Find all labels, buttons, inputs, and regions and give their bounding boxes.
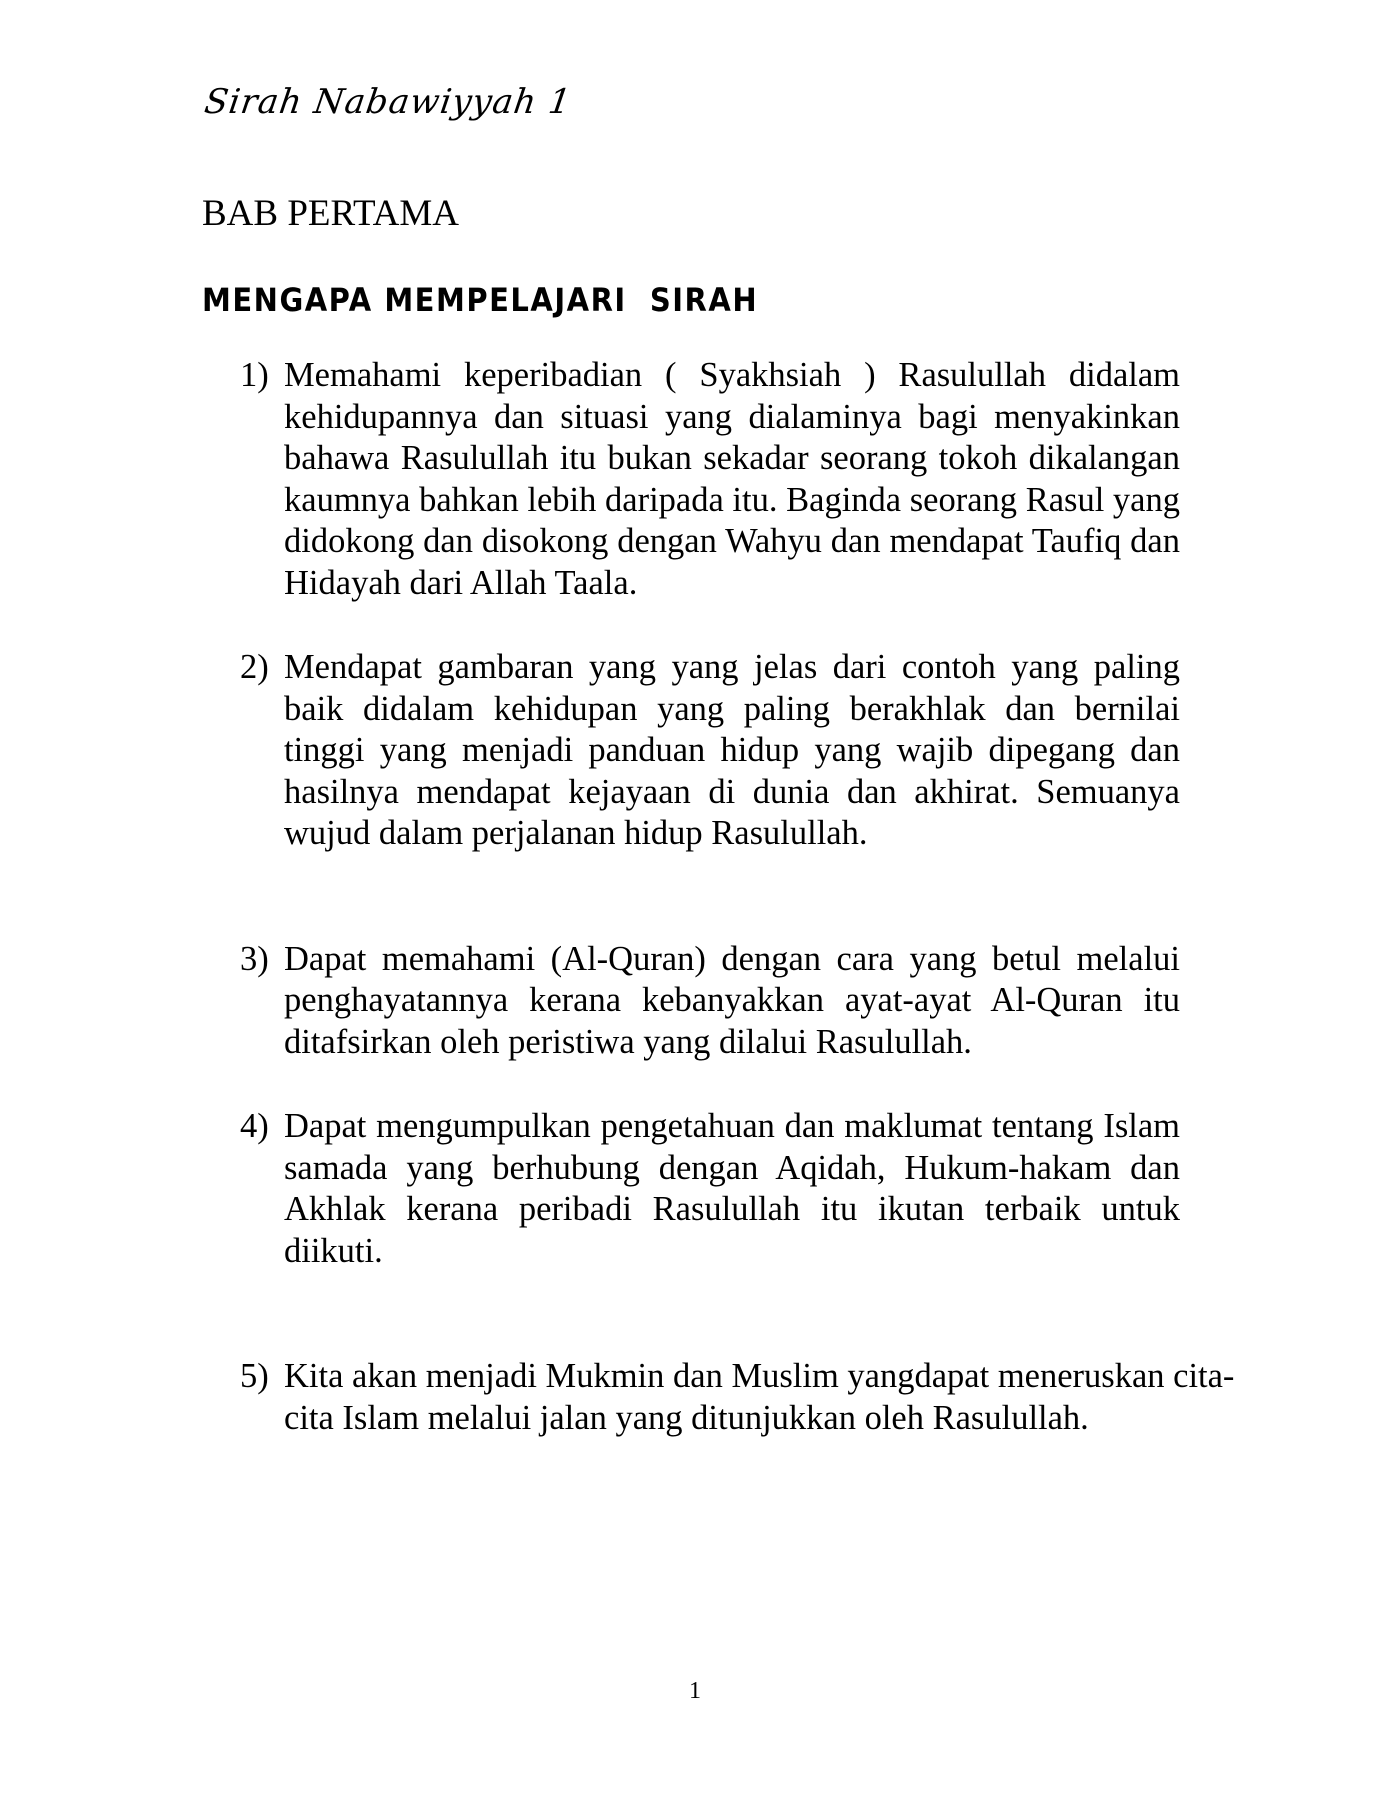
running-header: Sirah Nabawiyyah 1: [202, 82, 575, 122]
item-number: 5): [240, 1357, 269, 1395]
item-text: Dapat memahami (Al-Quran) dengan cara yang betul melalui penghayatannya kerana kebanyakkan ayat-ayat Al-Quran itu ditafsirkan oleh peristiwa yang dilalui Rasulullah.: [284, 939, 1180, 1061]
chapter-title: MENGAPA MEMPELAJARI SIRAH: [202, 281, 759, 319]
page-number: 1: [689, 1678, 701, 1704]
item-number: 2): [240, 648, 269, 686]
item-text: Kita akan menjadi Mukmin dan Muslim yangdapat meneruskan cita-cita Islam melalui jalan yang ditunjukkan oleh Rasulullah.: [284, 1357, 1235, 1437]
reasons-list: [240, 355, 1235, 1439]
list-item: [240, 647, 1180, 855]
list-item: [240, 1106, 1180, 1272]
list-item: [240, 355, 1180, 604]
list-item: [240, 1356, 1264, 1439]
item-number: 4): [240, 1107, 269, 1145]
list-item: [240, 939, 1180, 1064]
item-text: Mendapat gambaran yang yang jelas dari contoh yang paling baik didalam kehidupan yang paling berakhlak dan bernilai tinggi yang menjadi panduan hidup yang wajib dipegang dan hasilnya mendapat kejayaan di dunia dan akhirat. Semuanya wujud dalam perjalanan hidup Rasulullah.: [284, 648, 1180, 852]
item-number: 1): [240, 356, 269, 394]
chapter-label: BAB PERTAMA: [202, 193, 459, 234]
item-text: Memahami keperibadian ( Syakhsiah ) Rasulullah didalam kehidupannya dan situasi yang dialaminya bagi menyakinkan bahawa Rasulullah itu bukan sekadar seorang tokoh dikalangan kaumnya bahkan lebih daripada itu. Baginda seorang Rasul yang didokong dan disokong dengan Wahyu dan mendapat Taufiq dan Hidayah dari Allah Taala.: [284, 356, 1180, 602]
item-number: 3): [240, 939, 269, 978]
item-text: Dapat mengumpulkan pengetahuan dan maklumat tentang Islam samada yang berhubung dengan Aqidah, Hukum-hakam dan Akhlak kerana peribadi Rasulullah itu ikutan terbaik untuk diikuti.: [284, 1107, 1180, 1270]
